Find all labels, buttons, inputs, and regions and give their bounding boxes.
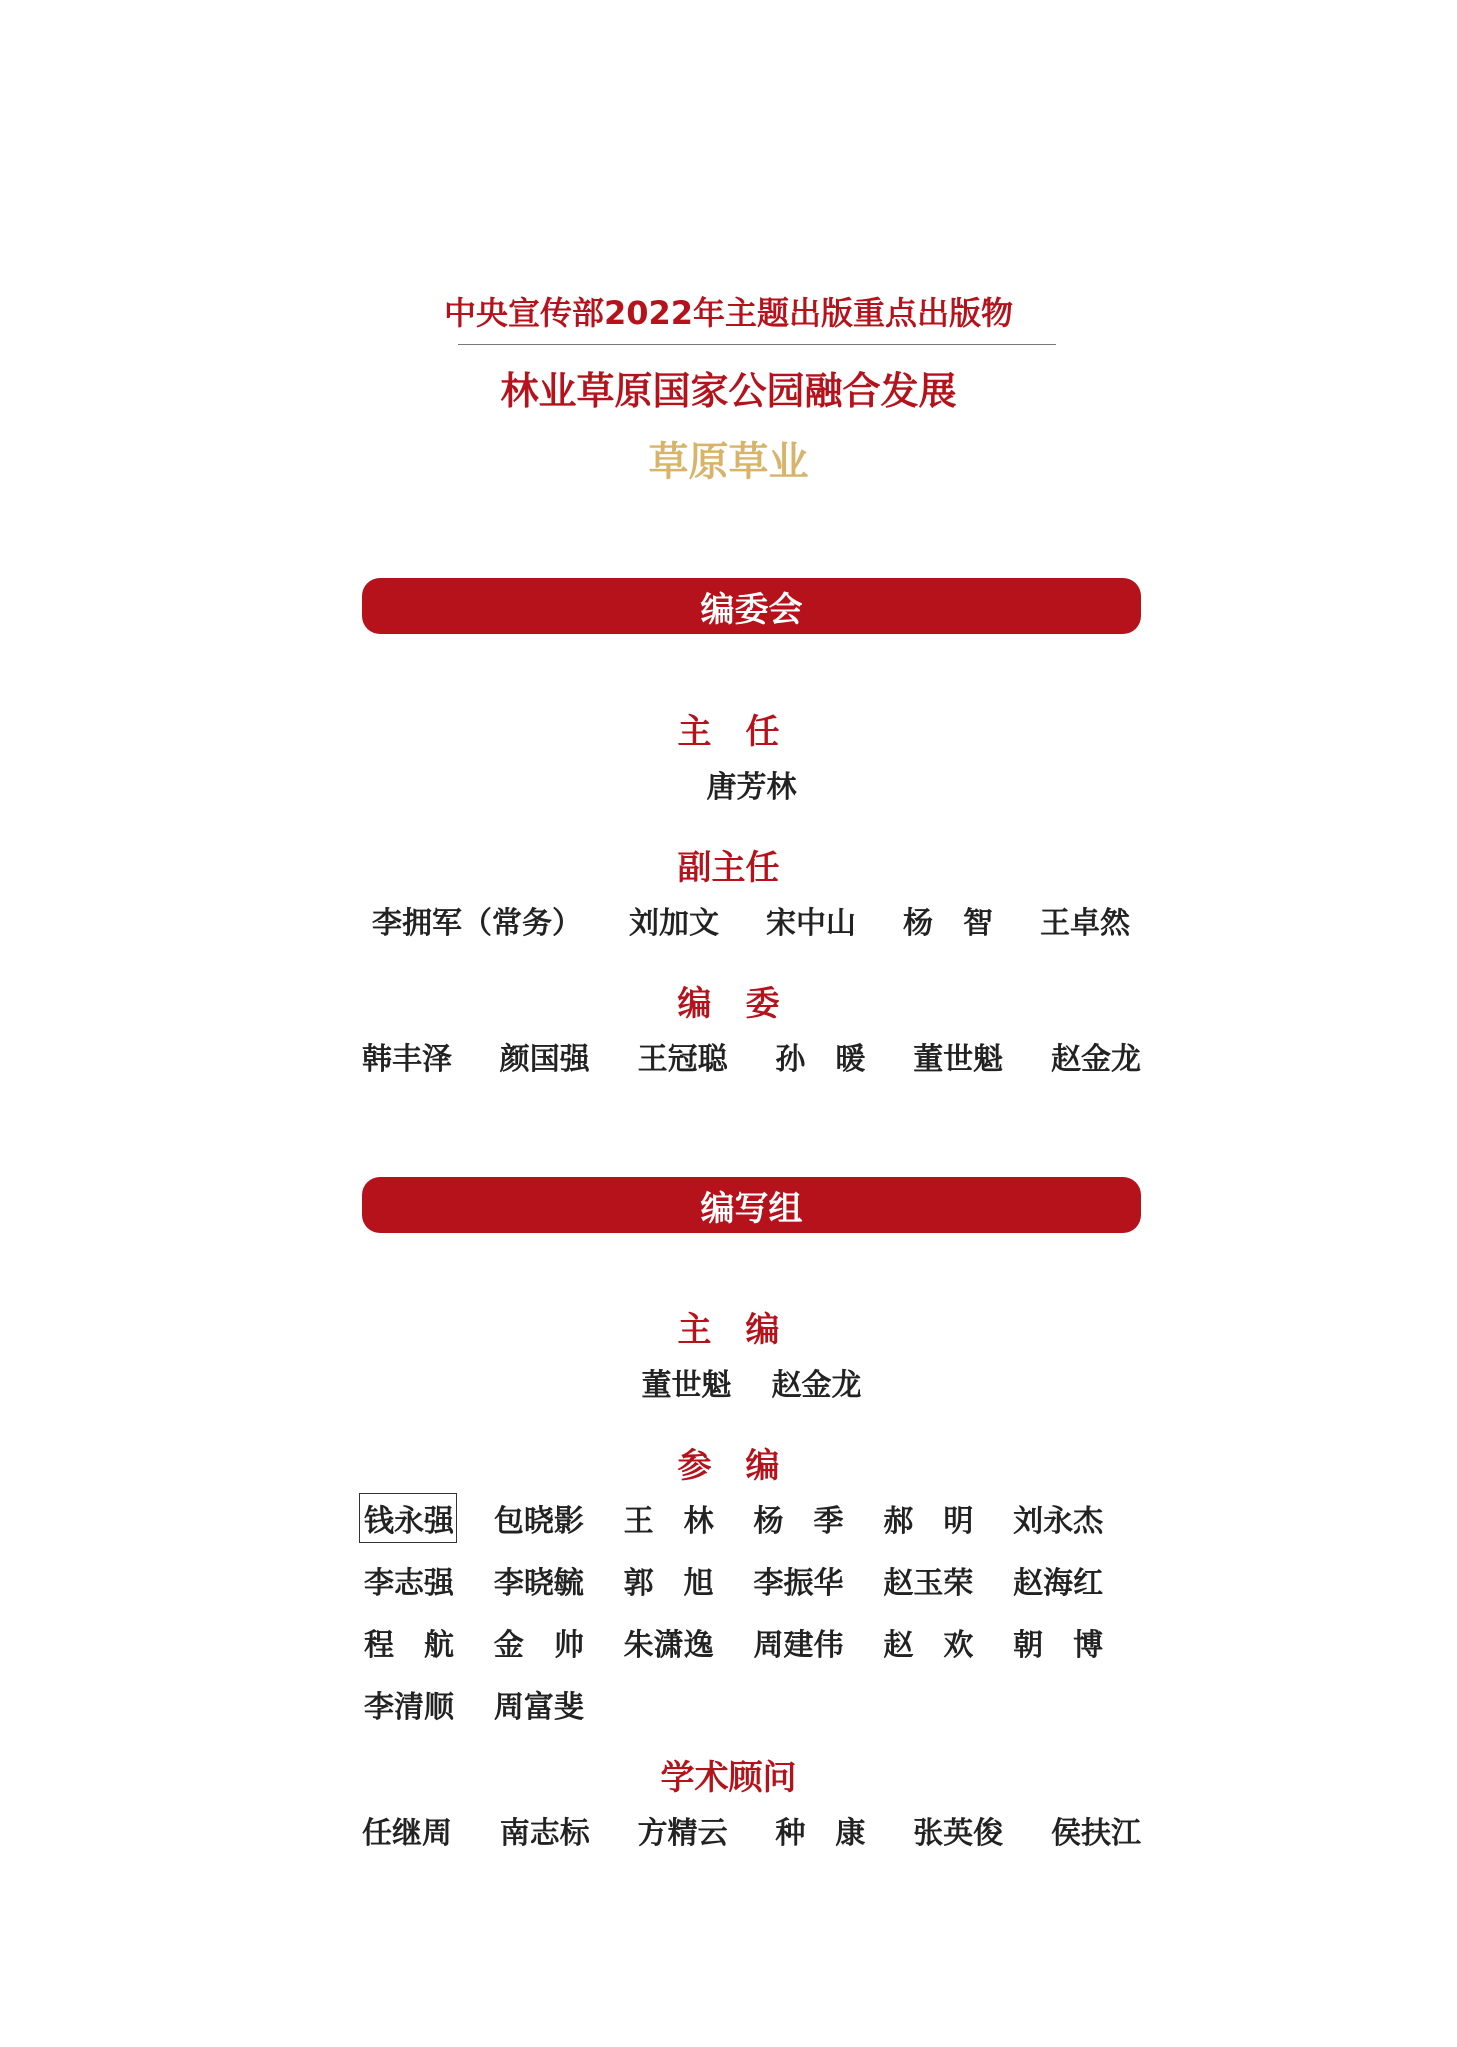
advisor-names: [362, 1808, 1141, 1852]
contributor-names: [362, 1496, 1141, 1726]
person-name: 朝 博: [1013, 1628, 1104, 1663]
person-name: 李晓毓: [493, 1566, 584, 1601]
person-name: 唐芳林: [706, 770, 797, 805]
series-title: 林业草原国家公园融合发展: [500, 369, 957, 413]
contributors-heading: 参 编: [677, 1446, 780, 1486]
person-name: 南志标: [499, 1816, 590, 1851]
academic-advisors-heading: 学术顾问: [660, 1758, 797, 1798]
person-name: 张英俊: [913, 1816, 1004, 1851]
person-name: 王卓然: [1040, 906, 1130, 941]
director-names: [362, 762, 1141, 806]
person-name: 赵 欢: [883, 1628, 974, 1663]
person-name: 李振华: [753, 1566, 844, 1601]
person-name-highlighted: 钱永强: [362, 1496, 454, 1540]
person-name: 侯扶江: [1050, 1816, 1141, 1851]
person-name: 郝 明: [883, 1504, 974, 1539]
book-title: 草原草业: [648, 439, 809, 485]
chief-editor-heading: 主 编: [677, 1310, 780, 1350]
person-name: 王 林: [623, 1504, 714, 1539]
person-name: 颜国强: [499, 1042, 590, 1077]
person-name: 董世魁: [641, 1368, 732, 1403]
person-name: 赵金龙: [1050, 1042, 1141, 1077]
title-divider: [458, 344, 1056, 345]
person-name: 包晓影: [493, 1504, 584, 1539]
person-name: 程 航: [364, 1628, 454, 1663]
person-name: 郭 旭: [623, 1566, 714, 1601]
person-name: 韩丰泽: [362, 1042, 452, 1077]
person-name: 周富斐: [493, 1690, 584, 1725]
member-names: [362, 1034, 1141, 1078]
person-name: 刘加文: [629, 906, 719, 941]
person-name: 杨 季: [753, 1504, 844, 1539]
person-name: 宋中山: [766, 906, 856, 941]
writing-group-banner: 编写组: [362, 1177, 1141, 1233]
person-name: 李清顺: [364, 1690, 454, 1725]
person-name: 赵海红: [1013, 1566, 1104, 1601]
person-name: 王冠聪: [637, 1042, 728, 1077]
director-heading: 主 任: [677, 712, 780, 752]
person-name: 李拥军（常务）: [372, 906, 582, 941]
deputy-director-names: [372, 898, 1130, 942]
person-name: 杨 智: [903, 906, 993, 941]
chief-editor-names: [362, 1360, 1141, 1404]
deputy-director-heading: 副主任: [677, 848, 780, 888]
person-name: 种 康: [775, 1816, 866, 1851]
editorial-board-banner: 编委会: [362, 578, 1141, 634]
person-name: 孙 暖: [775, 1042, 866, 1077]
person-name: 李志强: [364, 1566, 454, 1601]
person-name: 刘永杰: [1013, 1504, 1104, 1539]
person-name: 赵玉荣: [883, 1566, 974, 1601]
publication-label: 中央宣传部2022年主题出版重点出版物: [443, 294, 1014, 332]
person-name: 朱潇逸: [623, 1628, 714, 1663]
person-name: 金 帅: [493, 1628, 584, 1663]
person-name: 任继周: [362, 1816, 452, 1851]
person-name: 赵金龙: [771, 1368, 862, 1403]
person-name: 董世魁: [913, 1042, 1004, 1077]
person-name: 方精云: [637, 1816, 728, 1851]
person-name: 周建伟: [753, 1628, 844, 1663]
members-heading: 编 委: [677, 984, 780, 1024]
